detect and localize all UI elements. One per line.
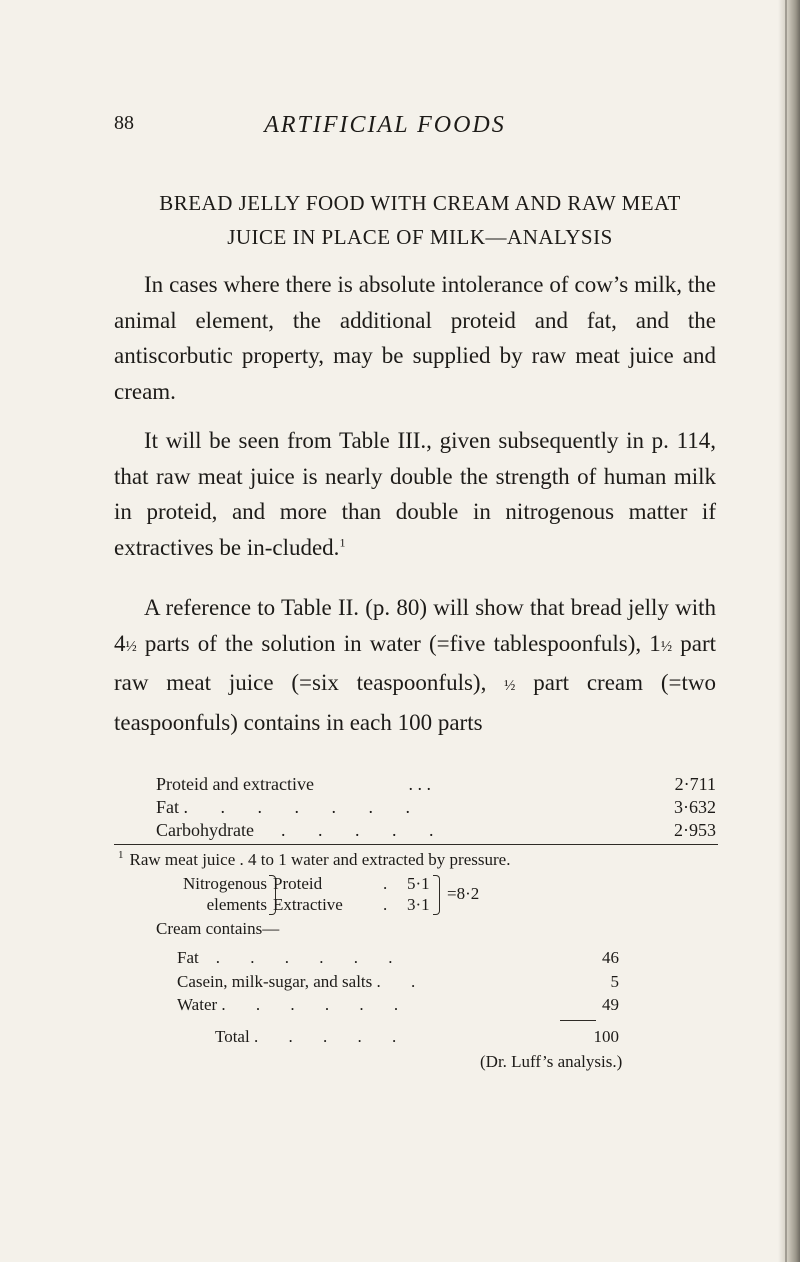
footnote-reference: 1 <box>339 534 346 549</box>
cream-total-row <box>177 1025 619 1048</box>
section-heading-line-2: JUICE IN PLACE OF MILK—ANALYSIS <box>227 225 613 249</box>
row-label: Proteid and extractive . . . <box>156 774 431 794</box>
footnote-rule <box>114 844 718 845</box>
total-value: 100 <box>593 1027 619 1046</box>
cream-heading: Cream contains— <box>156 919 280 938</box>
nitrogenous-values: 5·1 3·1 <box>407 874 430 914</box>
row-label: Carbohydrate . . . . . <box>156 820 448 840</box>
footnote-mark: 1 <box>118 849 124 862</box>
row-value: 2·953 <box>674 820 716 840</box>
section-heading-line-1: BREAD JELLY FOOD WITH CREAM AND RAW MEAT <box>159 191 681 215</box>
row-value: 3·632 <box>674 797 716 817</box>
fraction-half: ½ <box>125 638 137 655</box>
p3-text-d: part cream (=two teaspoonfuls) contains in each 100 parts <box>114 670 716 735</box>
leader-dots: . . . . . <box>253 1027 410 1046</box>
nitrogenous-items: Proteid Extractive <box>273 874 343 914</box>
page-edge-shadow <box>778 0 800 1262</box>
p3-text-c: part raw meat juice (=six teaspoonfuls), <box>114 630 716 695</box>
row-label: Casein, milk-sugar, and salts . . <box>177 971 429 991</box>
table-row <box>156 773 716 796</box>
p3-text-b: parts of the solution in water (=five tablespoonfuls), 1 <box>136 630 661 656</box>
table-row <box>177 946 619 970</box>
row-label: Fat . . . . . . . <box>156 797 425 817</box>
row-value: 46 <box>602 948 619 967</box>
nitrogenous-dots: . . <box>383 874 388 914</box>
leader-dots: . . . . . . <box>215 948 406 967</box>
p3-text-a: A reference to Table II. (p. 80) will show that bread jelly with 4 <box>114 595 716 656</box>
page-edge-line <box>785 0 787 1262</box>
table-row <box>177 993 619 1017</box>
nitrogenous-label: Nitrogenous elements <box>182 874 267 914</box>
table-row <box>156 819 716 842</box>
row-label: Fat . . . . . . <box>177 948 406 967</box>
table-row <box>177 970 619 994</box>
leader-dots: . . . <box>408 774 431 794</box>
paragraph-table-reference <box>114 590 716 740</box>
total-label: Total . . . . . <box>215 1027 410 1046</box>
fraction-half: ½ <box>660 638 673 655</box>
leader-dots: . . . . . <box>280 820 448 840</box>
paragraph-meat-juice-strength-text: It will be seen from Table III., given subsequently in p. 114, that raw meat juice is nearly double the strength of human milk in proteid, and more than double in nitrogenous matter if extractives be in-cluded. <box>114 428 716 560</box>
table-row <box>156 796 716 819</box>
leader-dots: . . <box>376 971 429 991</box>
sum-rule <box>560 1020 596 1021</box>
page-number: 88 <box>114 112 134 134</box>
footnote-line <box>118 849 720 871</box>
leader-dots: . . . . . . <box>221 995 412 1014</box>
page-header <box>0 112 770 142</box>
row-value: 5 <box>610 971 619 991</box>
footnote-text: Raw meat juice . 4 to 1 water and extracted by pressure. <box>129 850 511 869</box>
row-label: Water . . . . . . <box>177 995 412 1014</box>
running-title: ARTIFICIAL FOODS <box>264 112 506 138</box>
fraction-half: ½ <box>504 678 516 694</box>
paragraph-meat-juice-strength <box>114 423 716 565</box>
section-heading <box>100 186 740 254</box>
cream-table <box>177 946 619 1017</box>
nitrogenous-sum: =8·2 <box>447 884 480 903</box>
paragraph-intolerance: In cases where there is absolute intolerance of cow’s milk, the animal element, the additional proteid and fat, and the antiscorbutic property, may be supplied by raw meat juice and cream. <box>114 272 716 404</box>
attribution: (Dr. Luff’s analysis.) <box>480 1052 623 1071</box>
analysis-table <box>156 773 716 842</box>
leader-dots: . . . . . . . <box>183 797 425 817</box>
row-value: 49 <box>602 995 619 1014</box>
row-value: 2·711 <box>674 774 716 794</box>
brace-right <box>433 875 440 915</box>
